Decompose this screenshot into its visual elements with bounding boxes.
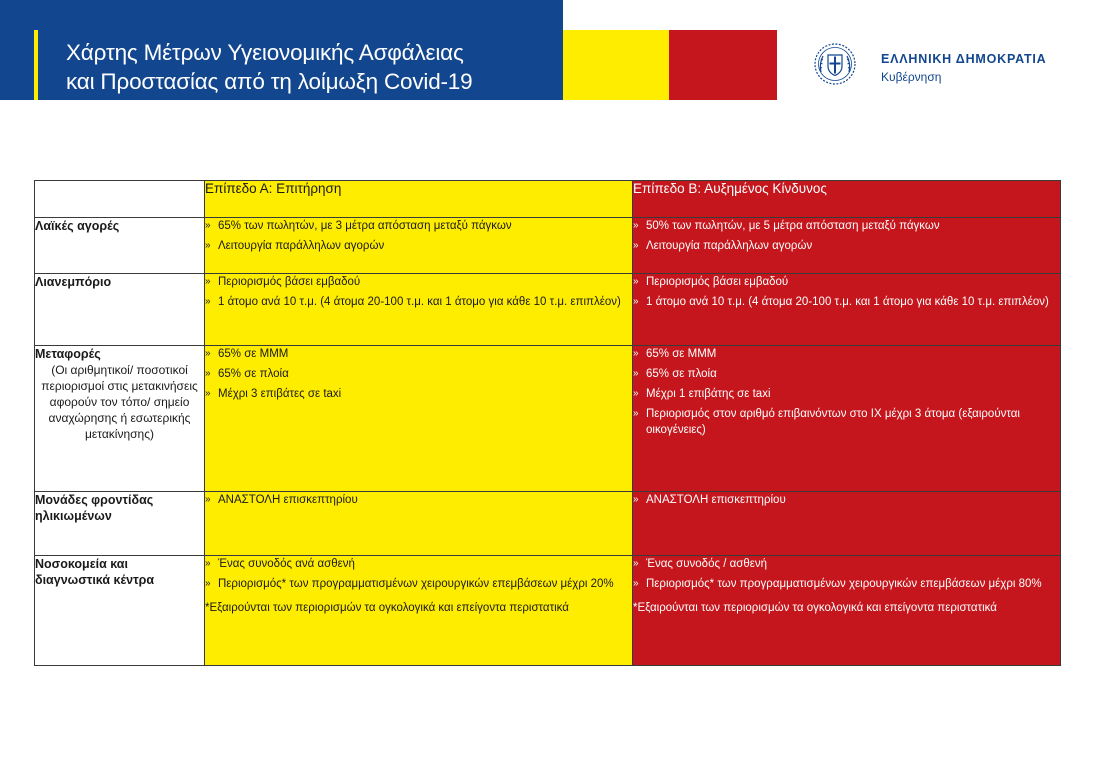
row-label-text: Λιανεμπόριο bbox=[35, 275, 112, 289]
row-label bbox=[35, 346, 205, 492]
row-label-text: Μεταφορές bbox=[35, 347, 101, 361]
level-b-cell bbox=[633, 346, 1061, 492]
row-label bbox=[35, 274, 205, 346]
row-label-note: (Οι αριθμητικοί/ ποσοτικοί περιορισμοί στις μετακινήσεις αφορούν τον τόπο/ σημείο αναχώρησης ή εσωτερικής μετακίνησης) bbox=[41, 363, 198, 441]
list-item: » 1 άτομο ανά 10 τ.μ. (4 άτομα 20-100 τ.μ. και 1 άτομο για κάθε 10 τ.μ. επιπλέον) bbox=[633, 294, 1060, 310]
page-title bbox=[66, 38, 556, 96]
government-subtitle: Κυβέρνηση bbox=[881, 70, 942, 84]
level-a-cell bbox=[205, 556, 633, 666]
list-item: » Μέχρι 1 επιβάτης σε taxi bbox=[633, 386, 1060, 402]
list-item: » 50% των πωλητών, με 5 μέτρα απόσταση μεταξύ πάγκων bbox=[633, 218, 1060, 234]
list-item: » Περιορισμός βάσει εμβαδού bbox=[633, 274, 1060, 290]
level-b-cell bbox=[633, 274, 1061, 346]
list-item: » Ένας συνοδός / ασθενή bbox=[633, 556, 1060, 572]
level-b-header: Επίπεδο Β: Αυξημένος Κίνδυνος bbox=[633, 181, 1061, 218]
page-title-line-1: Χάρτης Μέτρων Υγειονομικής Ασφάλειας bbox=[66, 40, 464, 65]
government-name: ΕΛΛΗΝΙΚΗ ΔΗΜΟΚΡΑΤΙΑ bbox=[881, 52, 1047, 66]
hellenic-republic-emblem-icon bbox=[813, 42, 857, 86]
list-item: » 65% σε ΜΜΜ bbox=[633, 346, 1060, 362]
table-row bbox=[35, 346, 1061, 492]
row-label-text: Νοσοκομεία και διαγνωστικά κέντρα bbox=[35, 557, 155, 587]
table-header-row bbox=[35, 181, 1061, 218]
list-item: » ΑΝΑΣΤΟΛΗ επισκεπτηρίου bbox=[633, 492, 1060, 508]
table-header-corner bbox=[35, 181, 205, 218]
list-item: » Λειτουργία παράλληλων αγορών bbox=[205, 238, 632, 254]
table-row bbox=[35, 556, 1061, 666]
row-label-text: Λαϊκές αγορές bbox=[35, 219, 120, 233]
list-item: » 65% σε πλοία bbox=[205, 366, 632, 382]
level-a-cell bbox=[205, 492, 633, 556]
table-row bbox=[35, 492, 1061, 556]
list-item: » Περιορισμός* των προγραμματισμένων χειρουργικών επεμβάσεων μέχρι 80% bbox=[633, 576, 1060, 592]
row-label bbox=[35, 556, 205, 666]
level-a-cell bbox=[205, 274, 633, 346]
list-item: » Περιορισμός στον αριθμό επιβαινόντων στο ΙΧ μέχρι 3 άτομα (εξαιρούνται οικογένειες) bbox=[633, 406, 1060, 438]
table-row bbox=[35, 218, 1061, 274]
list-item: » 65% σε ΜΜΜ bbox=[205, 346, 632, 362]
level-a-header: Επίπεδο Α: Επιτήρηση bbox=[205, 181, 633, 218]
measures-table bbox=[34, 180, 1061, 666]
list-item: » ΑΝΑΣΤΟΛΗ επισκεπτηρίου bbox=[205, 492, 632, 508]
list-item: » Περιορισμός* των προγραμματισμένων χειρουργικών επεμβάσεων μέχρι 20% bbox=[205, 576, 632, 592]
level-b-cell bbox=[633, 492, 1061, 556]
list-item: » 65% των πωλητών, με 3 μέτρα απόσταση μεταξύ πάγκων bbox=[205, 218, 632, 234]
list-item: » 1 άτομο ανά 10 τ.μ. (4 άτομα 20-100 τ.μ. και 1 άτομο για κάθε 10 τ.μ. επιπλέον) bbox=[205, 294, 632, 310]
level-a-cell bbox=[205, 218, 633, 274]
list-item: » Μέχρι 3 επιβάτες σε taxi bbox=[205, 386, 632, 402]
table-row bbox=[35, 274, 1061, 346]
footnote: *Εξαιρούνται των περιορισμών τα ογκολογικά και επείγοντα περιστατικά bbox=[633, 602, 997, 614]
row-label-text: Μονάδες φροντίδας ηλικιωμένων bbox=[35, 493, 154, 523]
level-a-color-stripe bbox=[563, 30, 669, 100]
footnote: *Εξαιρούνται των περιορισμών τα ογκολογικά και επείγοντα περιστατικά bbox=[205, 602, 569, 614]
level-b-cell bbox=[633, 556, 1061, 666]
level-b-cell bbox=[633, 218, 1061, 274]
list-item: » Ένας συνοδός ανά ασθενή bbox=[205, 556, 632, 572]
level-b-color-stripe bbox=[669, 30, 777, 100]
level-a-cell bbox=[205, 346, 633, 492]
list-item: » 65% σε πλοία bbox=[633, 366, 1060, 382]
list-item: » Περιορισμός βάσει εμβαδού bbox=[205, 274, 632, 290]
header-accent-bar bbox=[34, 30, 38, 100]
list-item: » Λειτουργία παράλληλων αγορών bbox=[633, 238, 1060, 254]
row-label bbox=[35, 492, 205, 556]
row-label bbox=[35, 218, 205, 274]
page-title-line-2: και Προστασίας από τη λοίμωξη Covid-19 bbox=[66, 69, 473, 94]
